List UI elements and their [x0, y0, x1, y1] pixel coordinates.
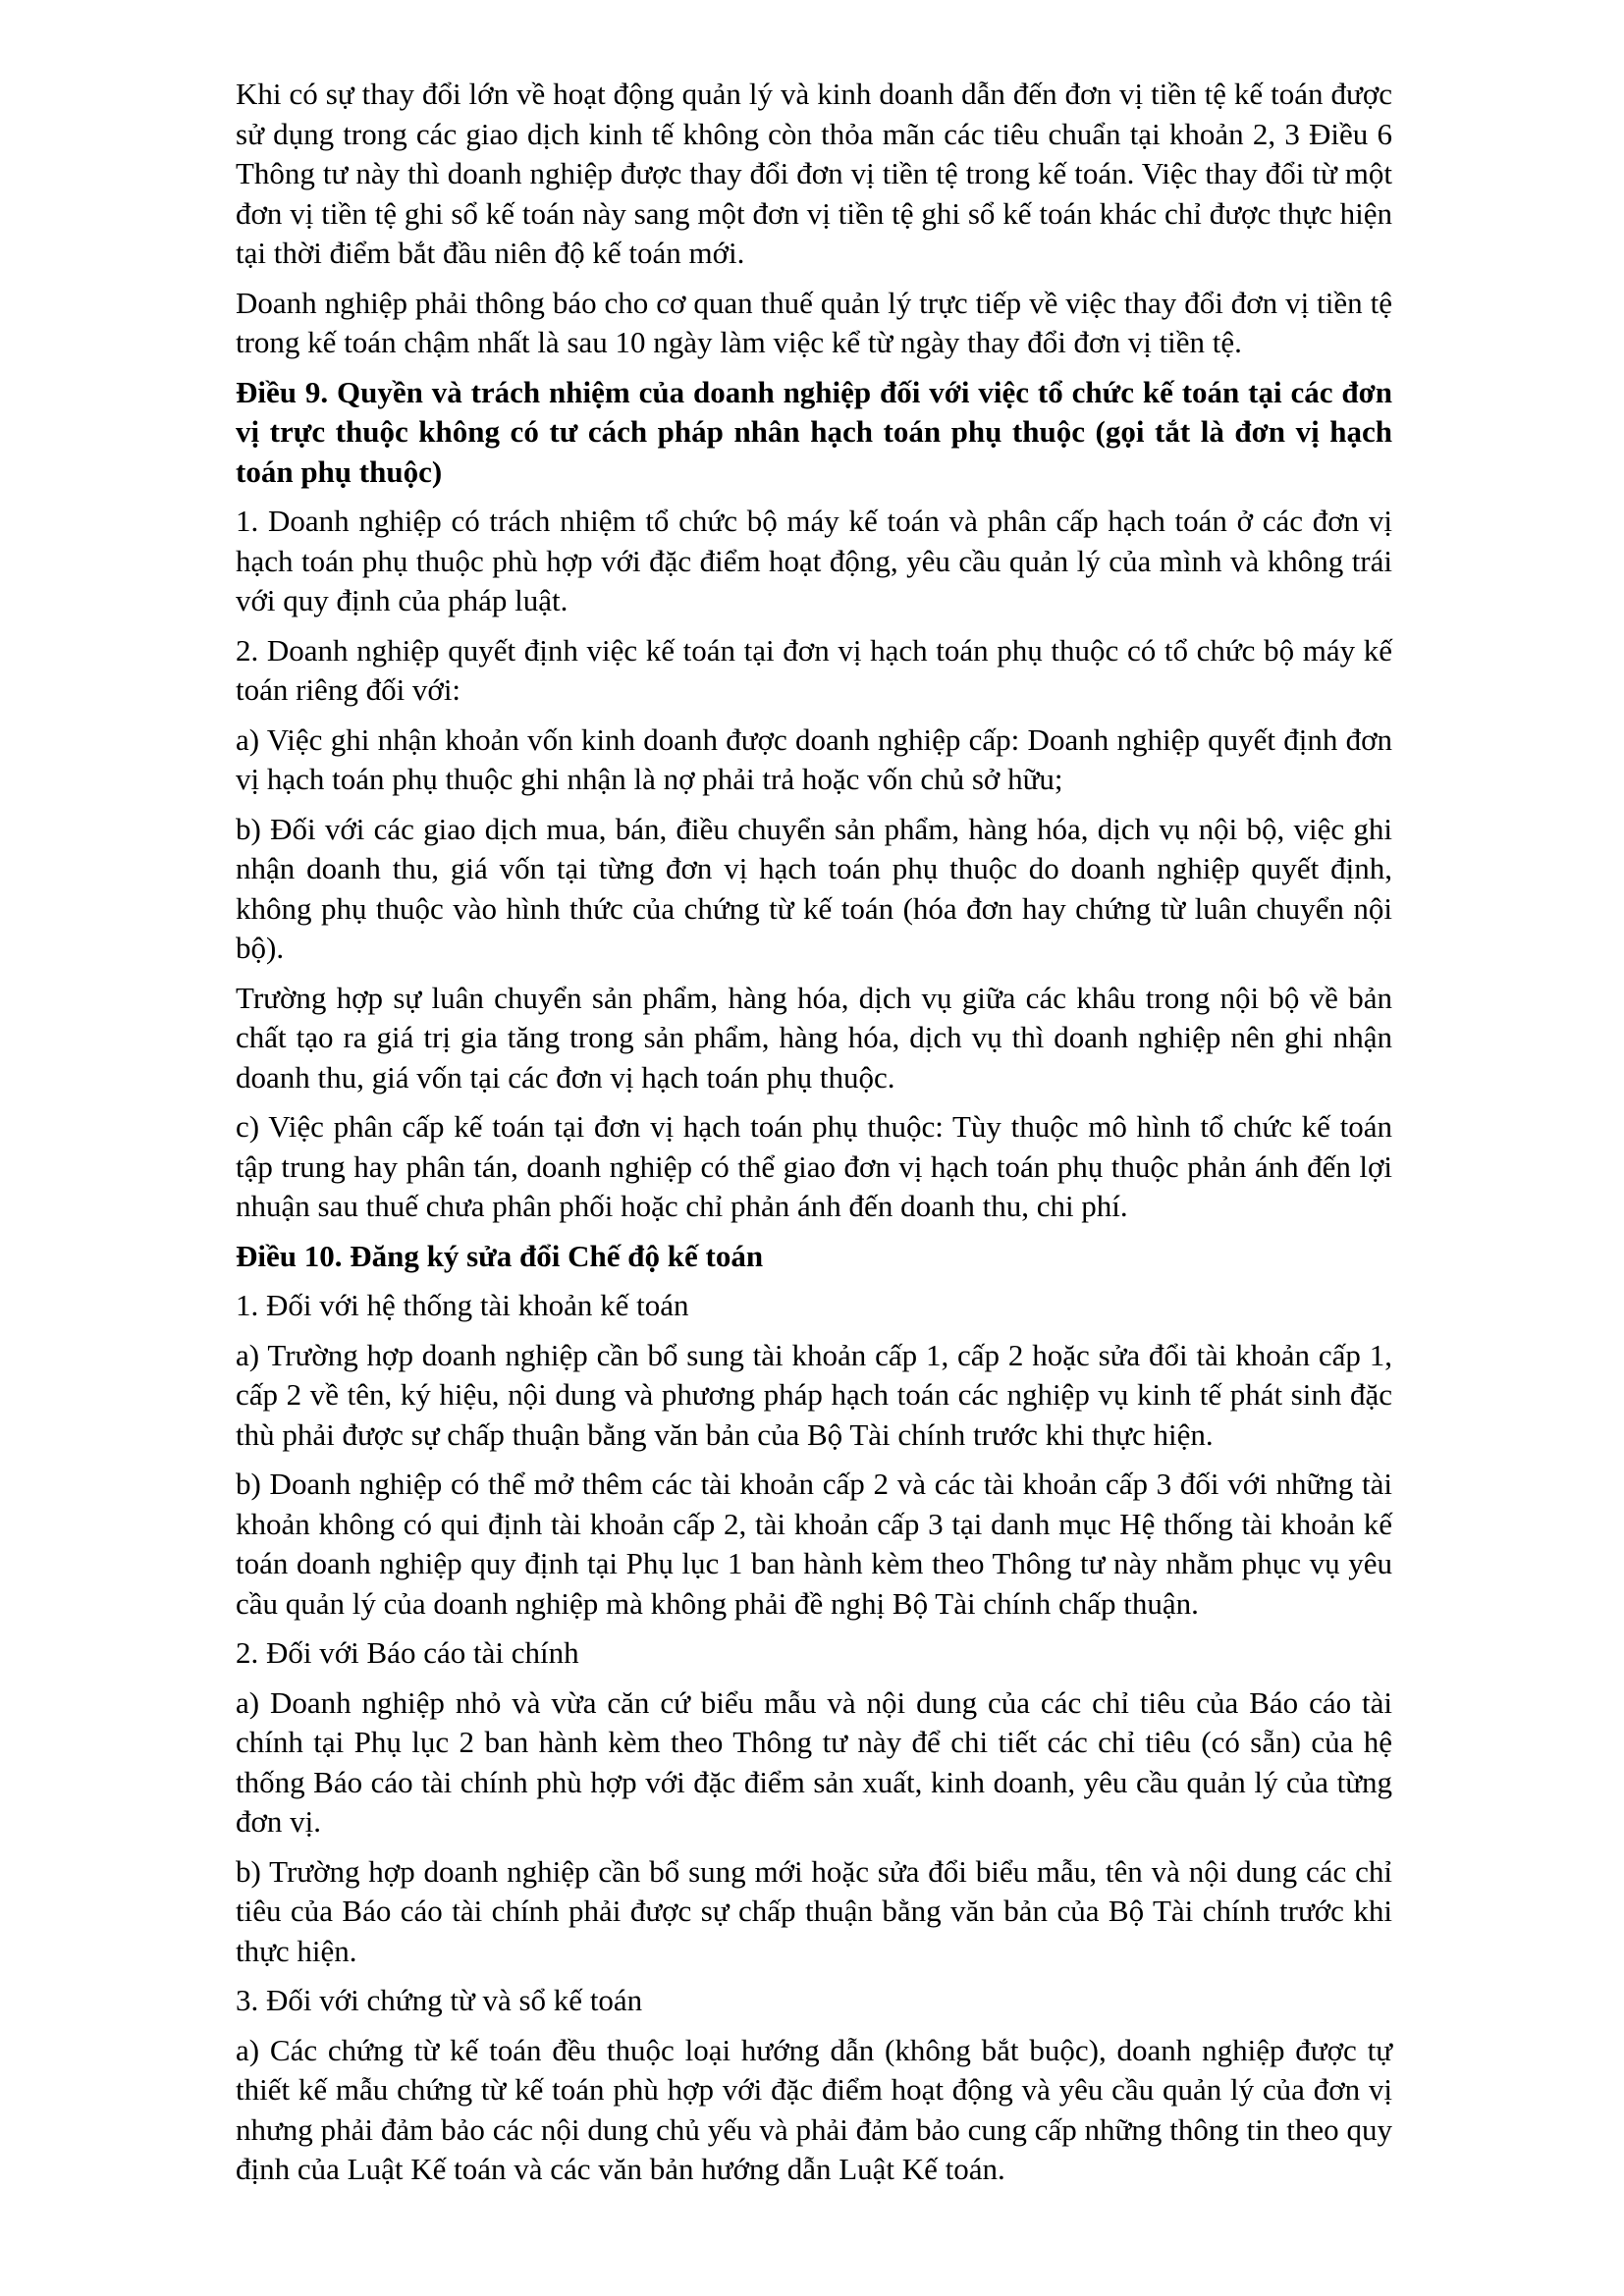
document-page	[236, 75, 1392, 2200]
article-9-clause-2a: a) Việc ghi nhận khoản vốn kinh doanh được doanh nghiệp cấp: Doanh nghiệp quyết định đơn vị hạch toán phụ thuộc ghi nhận là nợ phải trả hoặc vốn chủ sở hữu;	[236, 721, 1392, 796]
article-10-clause-3a: a) Các chứng từ kế toán đều thuộc loại hướng dẫn (không bắt buộc), doanh nghiệp được tự thiết kế mẫu chứng từ kế toán phù hợp với đặc điểm hoạt động và yêu cầu quản lý của đơn vị nhưng phải đảm bảo các nội dung chủ yếu và phải đảm bảo cung cấp những thông tin theo quy định của Luật Kế toán và các văn bản hướng dẫn Luật Kế toán.	[236, 2032, 1392, 2186]
article-10-clause-2: 2. Đối với Báo cáo tài chính	[236, 1635, 579, 1670]
article-10-clause-2a: a) Doanh nghiệp nhỏ và vừa căn cứ biểu mẫu và nội dung của các chỉ tiêu của Báo cáo tài chính tại Phụ lục 2 ban hành kèm theo Thông tư này để chi tiết các chỉ tiêu (có sẵn) của hệ thống Báo cáo tài chính phù hợp với đặc điểm sản xuất, kinh doanh, yêu cầu quản lý của từng đơn vị.	[236, 1684, 1392, 1839]
article-10-clause-3: 3. Đối với chứng từ và sổ kế toán	[236, 1983, 643, 2017]
article-10-clause-1b: b) Doanh nghiệp có thể mở thêm các tài khoản cấp 2 và các tài khoản cấp 3 đối với những tài khoản không có qui định tài khoản cấp 2, tài khoản cấp 3 tại danh mục Hệ thống tài khoản kế toán doanh nghiệp quy định tại Phụ lục 1 ban hành kèm theo Thông tư này nhằm phục vụ yêu cầu quản lý của doanh nghiệp mà không phải đề nghị Bộ Tài chính chấp thuận.	[236, 1467, 1392, 1621]
article-9-clause-2b: b) Đối với các giao dịch mua, bán, điều chuyển sản phẩm, hàng hóa, dịch vụ nội bộ, việc ghi nhận doanh thu, giá vốn tại từng đơn vị hạch toán phụ thuộc do doanh nghiệp quyết định, không phụ thuộc vào hình thức của chứng từ kế toán (hóa đơn hay chứng từ luân chuyển nội bộ).	[236, 811, 1392, 965]
article-9-clause-2: 2. Doanh nghiệp quyết định việc kế toán tại đơn vị hạch toán phụ thuộc có tổ chức bộ máy kế toán riêng đối với:	[236, 632, 1392, 707]
article-10-heading: Điều 10. Đăng ký sửa đổi Chế độ kế toán	[236, 1238, 764, 1273]
paragraph-tax-notice: Doanh nghiệp phải thông báo cho cơ quan thuế quản lý trực tiếp về việc thay đổi đơn vị tiền tệ trong kế toán chậm nhất là sau 10 ngày làm việc kể từ ngày thay đổi đơn vị tiền tệ.	[236, 285, 1392, 359]
article-10-clause-2b: b) Trường hợp doanh nghiệp cần bổ sung mới hoặc sửa đổi biểu mẫu, tên và nội dung các chỉ tiêu của Báo cáo tài chính phải được sự chấp thuận bằng văn bản của Bộ Tài chính trước khi thực hiện.	[236, 1853, 1392, 1968]
paragraph-currency-change: Khi có sự thay đổi lớn về hoạt động quản lý và kinh doanh dẫn đến đơn vị tiền tệ kế toán được sử dụng trong các giao dịch kinh tế không còn thỏa mãn các tiêu chuẩn tại khoản 2, 3 Điều 6 Thông tư này thì doanh nghiệp được thay đổi đơn vị tiền tệ trong kế toán. Việc thay đổi từ một đơn vị tiền tệ ghi sổ kế toán này sang một đơn vị tiền tệ ghi sổ kế toán khác chỉ được thực hiện tại thời điểm bắt đầu niên độ kế toán mới.	[236, 77, 1392, 270]
article-10-clause-1: 1. Đối với hệ thống tài khoản kế toán	[236, 1288, 689, 1322]
article-9-clause-1: 1. Doanh nghiệp có trách nhiệm tổ chức bộ máy kế toán và phân cấp hạch toán ở các đơn vị hạch toán phụ thuộc phù hợp với đặc điểm hoạt động, yêu cầu quản lý của mình và không trái với quy định của pháp luật.	[236, 504, 1392, 617]
article-9-clause-2b-note: Trường hợp sự luân chuyển sản phẩm, hàng hóa, dịch vụ giữa các khâu trong nội bộ về bản chất tạo ra giá trị gia tăng trong sản phẩm, hàng hóa, dịch vụ thì doanh nghiệp nên ghi nhận doanh thu, giá vốn tại các đơn vị hạch toán phụ thuộc.	[236, 980, 1392, 1095]
article-10-clause-1a: a) Trường hợp doanh nghiệp cần bổ sung tài khoản cấp 1, cấp 2 hoặc sửa đổi tài khoản cấp 1, cấp 2 về tên, ký hiệu, nội dung và phương pháp hạch toán các nghiệp vụ kinh tế phát sinh đặc thù phải được sự chấp thuận bằng văn bản của Bộ Tài chính trước khi thực hiện.	[236, 1337, 1392, 1452]
article-9-heading: Điều 9. Quyền và trách nhiệm của doanh nghiệp đối với việc tổ chức kế toán tại các đơn vị trực thuộc không có tư cách pháp nhân hạch toán phụ thuộc (gọi tắt là đơn vị hạch toán phụ thuộc)	[236, 374, 1392, 489]
article-9-clause-2c: c) Việc phân cấp kế toán tại đơn vị hạch toán phụ thuộc: Tùy thuộc mô hình tổ chức kế toán tập trung hay phân tán, doanh nghiệp có thể giao đơn vị hạch toán phụ thuộc phản ánh đến lợi nhuận sau thuế chưa phân phối hoặc chỉ phản ánh đến doanh thu, chi phí.	[236, 1109, 1392, 1223]
